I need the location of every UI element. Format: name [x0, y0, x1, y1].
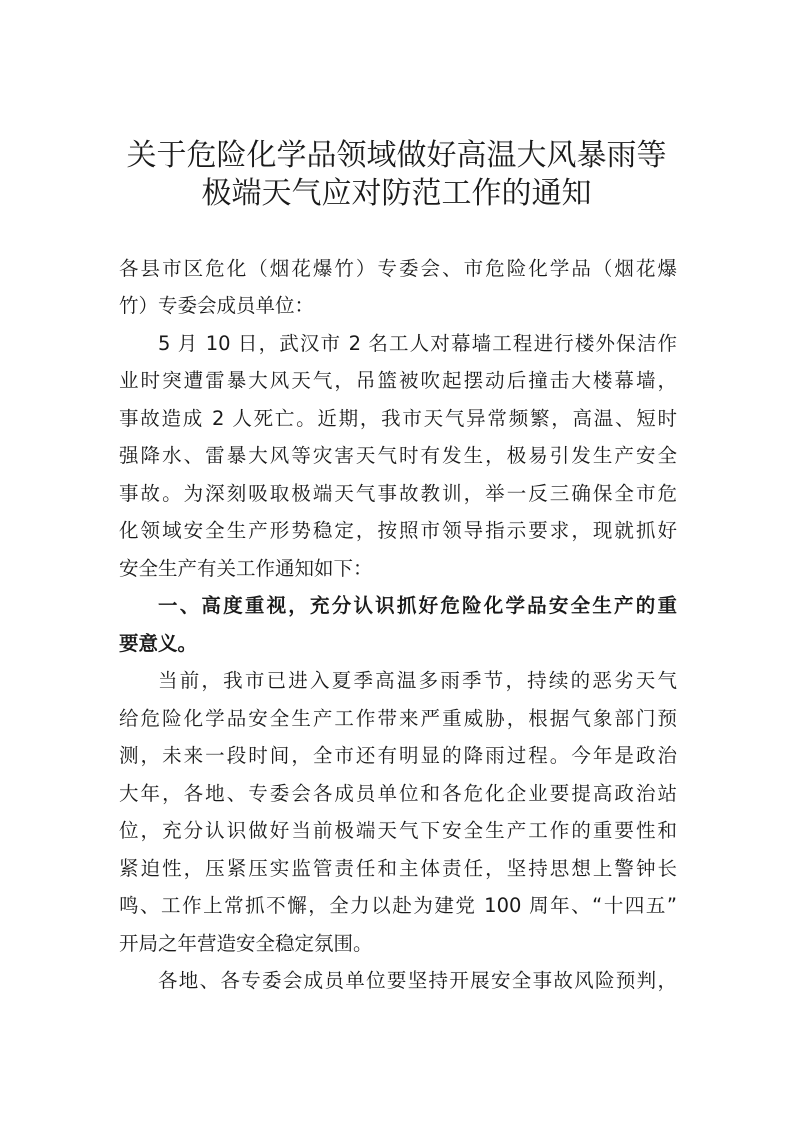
body-line: 大年，各地、专委会各成员单位和各危化企业要提高政治站 — [119, 782, 677, 805]
body-line: 事故。为深刻吸取极端天气事故教训，举一反三确保全市危 — [119, 482, 677, 505]
document-title-line-1: 关于危险化学品领域做好高温大风暴雨等 — [126, 138, 667, 173]
body-line: 当前，我市已进入夏季高温多雨季节，持续的恶劣天气 — [158, 669, 677, 692]
body-line: 给危险化学品安全生产工作带来严重威胁，根据气象部门预 — [119, 707, 677, 730]
body-line: 紧迫性，压紧压实监管责任和主体责任，坚持思想上警钟长 — [119, 857, 677, 880]
body-line: 位，充分认识做好当前极端天气下安全生产工作的重要性和 — [119, 819, 677, 842]
body-line: 开局之年营造安全稳定氛围。 — [119, 932, 373, 955]
body-line: 业时突遭雷暴大风天气，吊篮被吹起摆动后撞击大楼幕墙， — [119, 369, 677, 392]
body-line: 化领域安全生产形势稳定，按照市领导指示要求，现就抓好 — [119, 519, 677, 542]
salutation-line: 各县市区危化（烟花爆竹）专委会、市危险化学品（烟花爆 — [119, 257, 677, 280]
salutation-line: 竹）专委会成员单位： — [119, 294, 315, 317]
section-heading: 一、高度重视，充分认识抓好危险化学品安全生产的重 — [158, 594, 677, 617]
section-heading: 要意义。 — [119, 632, 198, 655]
body-line: 强降水、雷暴大风等灾害天气时有发生，极易引发生产安全 — [119, 444, 677, 467]
body-line: 5 月 10 日，武汉市 2 名工人对幕墙工程进行楼外保洁作 — [158, 332, 677, 355]
body-line: 事故造成 2 人死亡。近期，我市天气异常频繁，高温、短时 — [119, 407, 677, 430]
body-line: 安全生产有关工作通知如下： — [119, 557, 373, 580]
document-title-line-2: 极端天气应对防范工作的通知 — [201, 176, 592, 211]
body-line: 鸣、工作上常抓不懈，全力以赴为建党 100 周年、“十四五” — [119, 894, 677, 917]
body-line: 各地、各专委会成员单位要坚持开展安全事故风险预判， — [158, 969, 677, 992]
body-line: 测，未来一段时间，全市还有明显的降雨过程。今年是政治 — [119, 744, 677, 767]
